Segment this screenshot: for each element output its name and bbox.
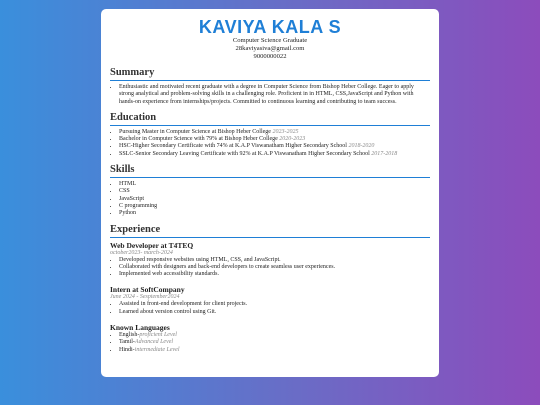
languages-list	[110, 332, 430, 354]
job-points	[110, 301, 430, 316]
experience-heading: Experience	[110, 224, 430, 238]
job-title: Web Developer at T4TEQ	[110, 240, 194, 250]
language-item: • English-proficient Level	[119, 332, 430, 339]
job-entry	[110, 241, 430, 279]
skills-list	[110, 181, 430, 217]
skill-item: • Python	[119, 210, 430, 217]
skill-item: • HTML	[119, 181, 430, 188]
job-points	[110, 257, 430, 279]
job-entry	[110, 285, 430, 316]
job-point: • Learned about version control using Git.	[119, 309, 430, 316]
education-item: • HSC-Higher Secondary Certificate with 74% at K.A.P Viswanatham Higher Secondary School 2018-2020	[119, 143, 430, 150]
skill-item: • CSS	[119, 188, 430, 195]
contact-block	[110, 37, 430, 61]
resume-card	[101, 9, 439, 377]
education-item: • Pursuing Master in Computer Science at Bishop Heber College 2023-2025	[119, 129, 430, 136]
education-heading: Education	[110, 112, 430, 126]
summary-list	[110, 84, 430, 106]
job-point: • Implemented web accessibility standards.	[119, 271, 430, 278]
languages-heading: Known Languages	[110, 323, 170, 333]
language-item: • Hindi-intermediate Level	[119, 347, 430, 354]
skill-item: • C programming	[119, 203, 430, 210]
skills-heading: Skills	[110, 164, 430, 178]
job-point: • Developed responsive websites using HTML, CSS, and JavaScript.	[119, 257, 430, 264]
education-item: • SSLC-Senior Secondary Leaving Certificate with 92% at K.A.P Viswanatham Higher Secondary School 2017-2018	[119, 151, 430, 158]
phone-text: 9000000022	[253, 53, 287, 60]
role-text: Computer Science Graduate	[232, 37, 308, 44]
language-item: • Tamil-Advanced Level	[119, 339, 430, 346]
job-point: • Collaborated with designers and back-end developers to create seamless user experiences.	[119, 264, 430, 271]
summary-heading: Summary	[110, 67, 430, 81]
job-dates: october2023- march-2024	[110, 249, 173, 256]
candidate-name: KAVIYA KALA S	[198, 17, 342, 37]
job-point: • Assisted in front-end development for client projects.	[119, 301, 430, 308]
education-item: • Bachelor in Computer Science with 79% at Bishop Heber College 2020-2023	[119, 136, 430, 143]
email-text: 28kaviyasiva@gmail.com	[235, 45, 305, 52]
summary-text: • Enthusiastic and motivated recent graduate with a degree in Computer Science from Bishop Heber College. Eager to apply strong analytical and problem-solving skills in a challenging role. Proficient in in HTML, CSS,JavaScript and Python with hands-on experience from internships/projects. Committed to continuous learning and contributing to team success.	[119, 84, 430, 106]
job-dates: June 2024 - Sesptember2024	[110, 294, 180, 301]
job-title: Intern at SoftCompany	[110, 285, 185, 295]
skill-item: • JavaScript	[119, 196, 430, 203]
education-list	[110, 129, 430, 158]
